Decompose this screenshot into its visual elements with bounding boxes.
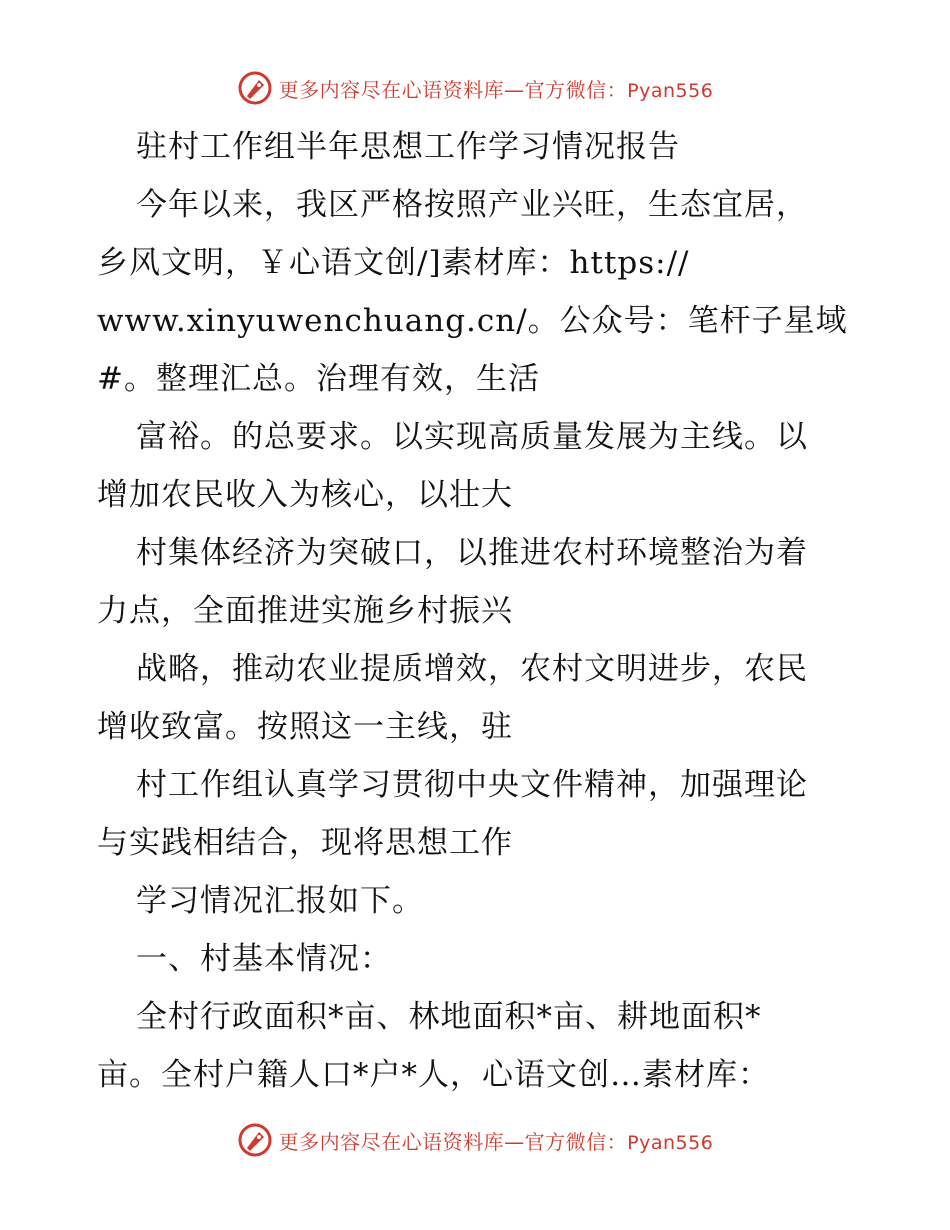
banner-wechat-label: 官方微信： [524, 77, 628, 102]
text-line: #。整理汇总。治理有效，生活 [97, 361, 540, 397]
banner-wechat-label: 官方微信： [524, 1129, 628, 1154]
document-body [97, 118, 857, 1104]
banner-separator: — [504, 1129, 525, 1154]
text-line: 亩。全村户籍人口*户*人，心语文创…素材库： [97, 1057, 770, 1093]
banner-main-text: 更多内容尽在心语资料库 [278, 77, 505, 102]
text-line: 富裕。的总要求。以实现高质量发展为主线。以 [136, 419, 808, 455]
text-line: 村工作组认真学习贯彻中央文件精神，加强理论 [136, 767, 808, 803]
text-line: 战略，推动农业提质增效，农村文明进步，农民 [136, 651, 808, 687]
text-line: 村集体经济为突破口，以推进农村环境整治为着 [136, 535, 808, 571]
banner-text [279, 1126, 714, 1155]
header-watermark-banner [0, 66, 950, 110]
banner-main-text: 更多内容尽在心语资料库 [278, 1129, 505, 1154]
text-line: 全村行政面积*亩、林地面积*亩、耕地面积* [136, 999, 762, 1035]
text-line: 乡风文明，￥心语文创/]素材库：https:// [97, 245, 690, 281]
banner-separator: — [504, 77, 525, 102]
text-line: 驻村工作组半年思想工作学习情况报告 [136, 129, 680, 165]
text-line: 今年以来，我区严格按照产业兴旺，生态宜居， [136, 187, 808, 223]
banner-wechat-id: Pyan556 [627, 79, 714, 102]
text-line: 增加农民收入为核心，以壮大 [97, 477, 513, 513]
text-line: 一、村基本情况： [136, 941, 392, 977]
banner-text [279, 74, 714, 103]
text-line: 增收致富。按照这一主线，驻 [97, 709, 513, 745]
banner-wechat-id: Pyan556 [627, 1131, 714, 1154]
footer-watermark-banner [0, 1118, 950, 1162]
text-line: 与实践相结合，现将思想工作 [97, 825, 513, 861]
text-line: 力点，全面推进实施乡村振兴 [97, 593, 513, 629]
text-line: www.xinyuwenchuang.cn/。公众号：笔杆子星域 [97, 303, 848, 339]
text-line: 学习情况汇报如下。 [136, 883, 424, 919]
pen-nib-logo-icon [237, 70, 273, 106]
pen-nib-logo-icon [237, 1122, 273, 1158]
